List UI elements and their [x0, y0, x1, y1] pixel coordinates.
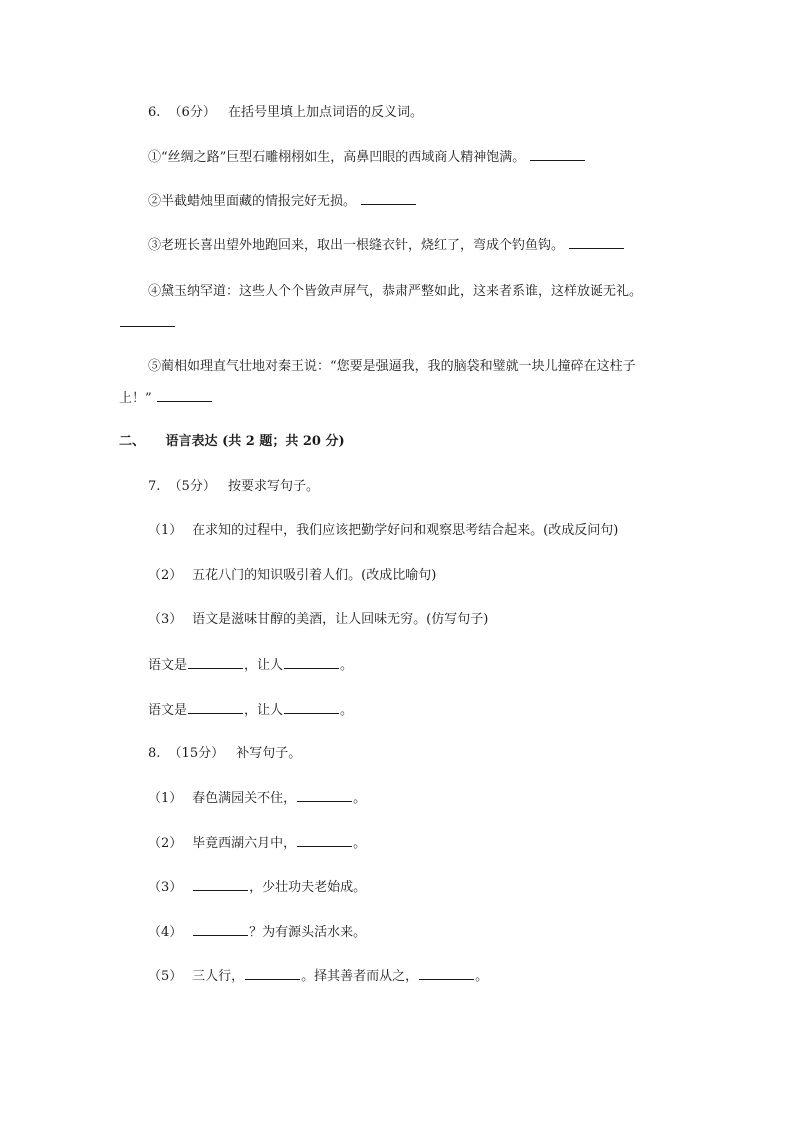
q6-item-5-line2 [119, 389, 213, 408]
answer-blank[interactable] [297, 789, 352, 802]
q7-item-1-text: 在求知的过程中，我们应该把勤学好问和观察思考结合起来。(改成反问句) [192, 523, 619, 538]
answer-blank[interactable] [569, 236, 624, 249]
q8-item-5-tail: 。 [475, 969, 489, 984]
q8-item-1 [148, 789, 366, 808]
q8-item-2-tail: 。 [353, 836, 367, 851]
q7-imitation-line-2 [148, 701, 353, 720]
q6-item-1 [148, 148, 586, 167]
q8-item-1-number: （1） [148, 791, 183, 806]
q6-item-4-blank-line [119, 314, 176, 333]
q8-item-5-text: 三人行， [192, 969, 245, 984]
q6-item-4-text: ④黛玉纳罕道：这些人个个皆敛声屏气，恭肃严整如此，这来者系谁，这样放诞无礼。 [148, 284, 643, 299]
q6-item-4 [148, 283, 642, 301]
q7-item-3-text: 语文是滋味甘醇的美酒，让人回味无穷。(仿写句子) [192, 612, 489, 627]
q6-header [148, 104, 423, 122]
answer-blank[interactable] [419, 967, 474, 980]
q8-item-5-text: 。择其善者而从之， [301, 969, 419, 984]
q8-item-5-number: （5） [148, 969, 183, 984]
q6-score: （6分） [168, 105, 216, 120]
answer-blank[interactable] [284, 701, 339, 714]
q8-item-3-number: （3） [148, 880, 183, 895]
q8-item-3 [148, 878, 366, 897]
q7-item-2 [148, 567, 436, 585]
q8-item-2-text: 毕竟西湖六月中， [192, 836, 297, 851]
section-2-number: 二、 [119, 434, 146, 449]
q8-item-4-tail: ？为有源头活水来。 [249, 925, 367, 940]
answer-blank[interactable] [193, 923, 248, 936]
q6-item-1-text: ①“丝绸之路”巨型石雕栩栩如生，高鼻凹眼的西域商人精神饱满。 [148, 150, 526, 165]
answer-blank[interactable] [120, 314, 175, 327]
answer-blank[interactable] [361, 192, 416, 205]
q7-item-3-number: （3） [148, 612, 183, 627]
answer-blank[interactable] [245, 967, 300, 980]
q7-item-3 [148, 611, 488, 629]
section-2-heading [119, 433, 345, 451]
answer-blank[interactable] [193, 878, 248, 891]
q6-item-3-text: ③老班长喜出望外地跑回来，取出一根缝衣针，烧红了，弯成个钓鱼钩。 [148, 238, 565, 253]
q8-item-2 [148, 834, 366, 853]
q7-score: （5分） [168, 479, 216, 494]
imitation-text: 语文是 [148, 658, 188, 673]
q8-item-4 [148, 923, 366, 942]
q8-number: 8. [148, 746, 161, 761]
answer-blank[interactable] [157, 389, 212, 402]
q8-item-1-tail: 。 [353, 791, 367, 806]
answer-blank[interactable] [188, 701, 243, 714]
q6-item-5-text-line2: 上！” [119, 391, 152, 406]
imitation-text: ，让人 [244, 703, 284, 718]
answer-blank[interactable] [297, 834, 352, 847]
answer-blank[interactable] [530, 148, 585, 161]
q6-item-2-text: ②半截蜡烛里面藏的情报完好无损。 [148, 194, 357, 209]
q7-item-1 [148, 522, 618, 540]
q8-item-3-tail: ，少壮功夫老始成。 [249, 880, 367, 895]
imitation-text: 语文是 [148, 703, 188, 718]
q7-item-1-number: （1） [148, 523, 183, 538]
q7-header [148, 478, 319, 496]
imitation-text: ，让人 [244, 658, 284, 673]
q7-item-2-number: （2） [148, 568, 183, 583]
q6-item-5-text-line1: ⑤蔺相如理直气壮地对秦王说：“您要是强逼我，我的脑袋和璧就一块儿撞碎在这柱子 [148, 359, 636, 374]
q8-instruction: 补写句子。 [236, 746, 302, 761]
q7-instruction: 按要求写句子。 [227, 479, 319, 494]
q8-item-4-number: （4） [148, 925, 183, 940]
q7-item-2-text: 五花八门的知识吸引着人们。(改成比喻句) [192, 568, 437, 583]
q6-item-5 [148, 358, 636, 376]
q8-score: （15分） [168, 746, 225, 761]
q6-instruction: 在括号里填上加点词语的反义词。 [227, 105, 423, 120]
section-2-title: 语言表达 (共 2 题；共 20 分) [165, 434, 345, 449]
imitation-text: 。 [340, 658, 354, 673]
q6-item-3 [148, 236, 625, 255]
q8-header [148, 745, 301, 763]
answer-blank[interactable] [284, 656, 339, 669]
q8-item-1-text: 春色满园关不住， [192, 791, 297, 806]
q8-item-5 [148, 967, 488, 986]
q6-item-2 [148, 192, 417, 211]
q7-imitation-line-1 [148, 656, 353, 675]
answer-blank[interactable] [188, 656, 243, 669]
q6-number: 6. [148, 105, 161, 120]
q7-number: 7. [148, 479, 161, 494]
imitation-text: 。 [340, 703, 354, 718]
q8-item-2-number: （2） [148, 836, 183, 851]
